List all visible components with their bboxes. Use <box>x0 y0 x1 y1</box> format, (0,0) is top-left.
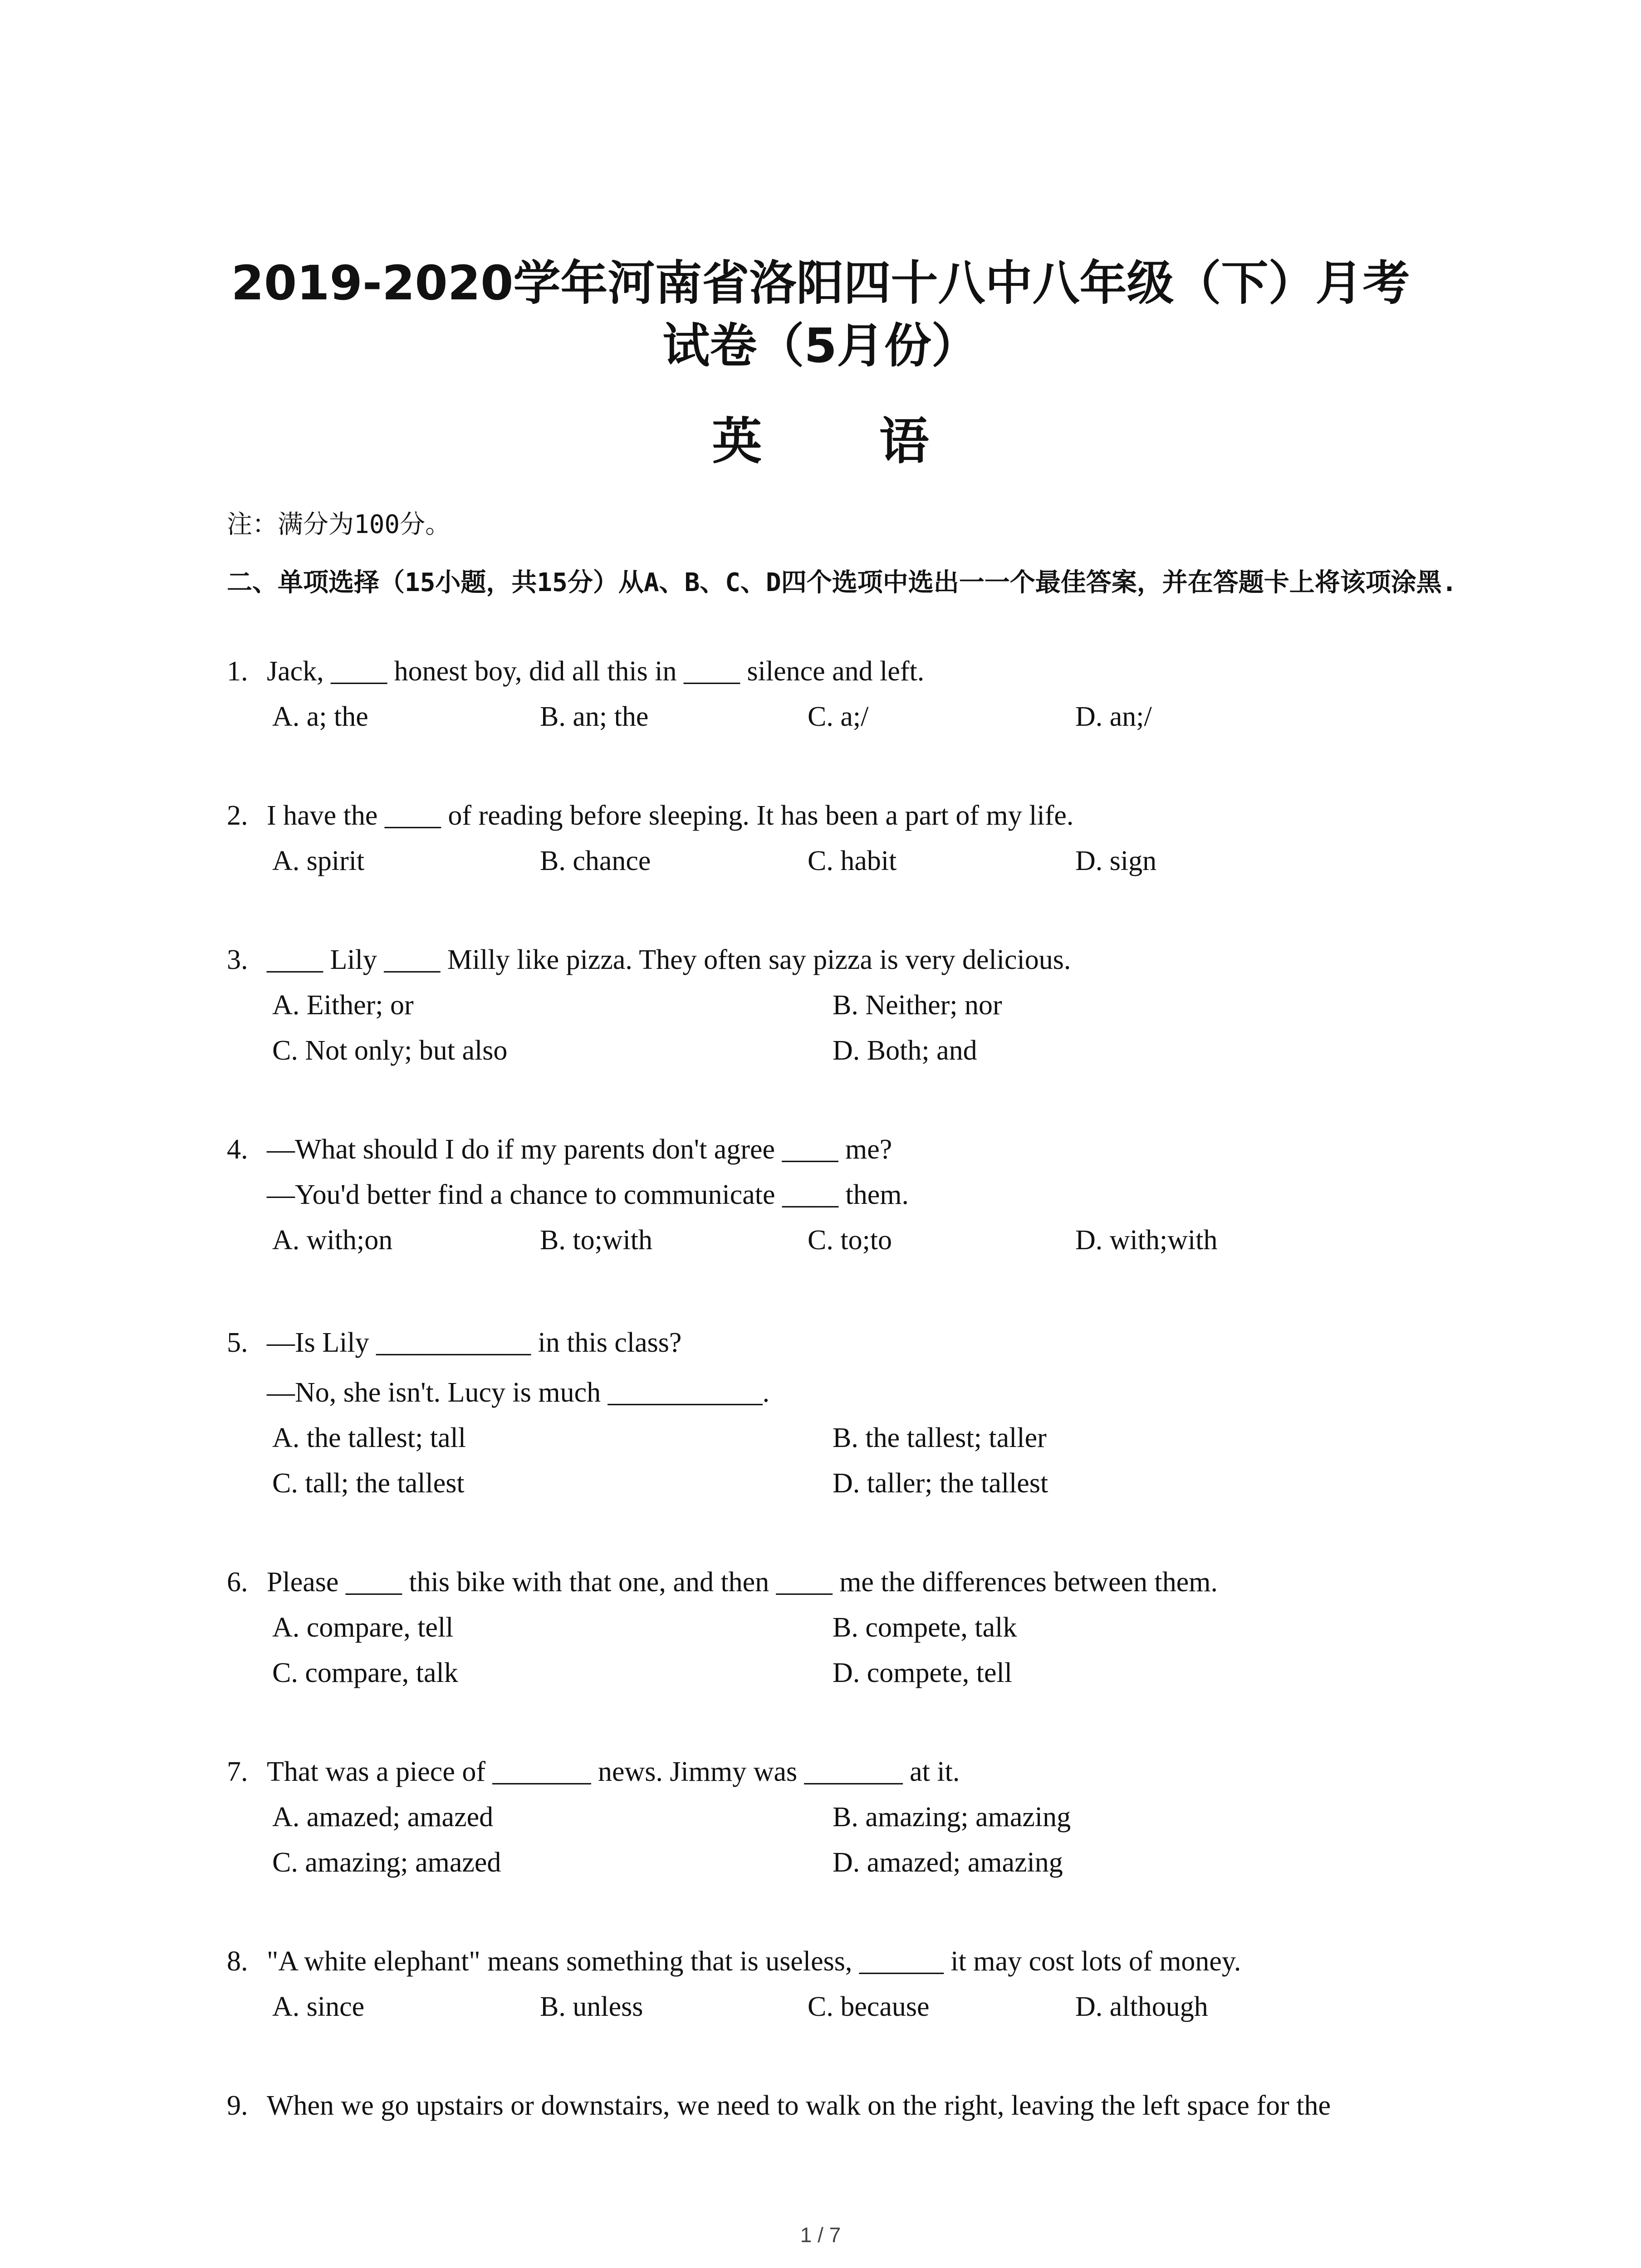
score-note: 注：满分为100分。 <box>227 510 451 539</box>
title-line-1: 2019-2020学年河南省洛阳四十八中八年级（下）月考 <box>231 255 1410 311</box>
option-c[interactable]: C. tall; the tallest <box>272 1468 465 1499</box>
question-text: —Is Lily ___________ in this class? <box>267 1327 682 1358</box>
question-number: 1. <box>227 656 248 687</box>
title-line-2: 试卷（5月份） <box>662 318 979 373</box>
option-a[interactable]: A. Either; or <box>272 990 414 1021</box>
option-a[interactable]: A. a; the <box>272 701 368 732</box>
section-heading: 二、单项选择（15小题，共15分）从A、B、C、D四个选项中选出一一个最佳答案，并在答题卡上将该项涂黑. <box>227 568 1457 597</box>
option-c[interactable]: C. amazing; amazed <box>272 1847 501 1878</box>
option-a[interactable]: A. compare, tell <box>272 1612 454 1643</box>
subject-heading: 英 语 <box>712 412 979 470</box>
question-5 <box>227 1327 681 1359</box>
option-d[interactable]: D. although <box>1075 1991 1208 2022</box>
page-number: 1 / 7 <box>800 2223 841 2247</box>
question-text: Please ____ this bike with that one, and then ____ me the differences between them. <box>267 1567 1218 1598</box>
page-title <box>0 252 1641 377</box>
question-7 <box>227 1756 960 1788</box>
option-b[interactable]: B. to;with <box>540 1225 653 1256</box>
option-b[interactable]: B. amazing; amazing <box>833 1802 1071 1833</box>
question-4-reply: —You'd better find a chance to communicate ____ them. <box>267 1179 909 1210</box>
question-number: 2. <box>227 800 248 831</box>
question-number: 6. <box>227 1567 248 1598</box>
option-c[interactable]: C. compare, talk <box>272 1657 458 1688</box>
question-text: I have the ____ of reading before sleeping. It has been a part of my life. <box>267 800 1074 831</box>
option-b[interactable]: B. Neither; nor <box>833 990 1002 1021</box>
option-d[interactable]: D. compete, tell <box>833 1657 1012 1688</box>
question-text: When we go upstairs or downstairs, we need to walk on the right, leaving the left space for the <box>267 2090 1331 2121</box>
question-text: "A white elephant" means something that is useless, ______ it may cost lots of money. <box>267 1946 1241 1977</box>
option-c[interactable]: C. Not only; but also <box>272 1035 508 1066</box>
option-b[interactable]: B. the tallest; taller <box>833 1422 1047 1453</box>
option-c[interactable]: C. because <box>808 1991 930 2022</box>
option-d[interactable]: D. sign <box>1075 846 1157 876</box>
question-1 <box>227 655 924 688</box>
question-number: 3. <box>227 944 248 975</box>
option-d[interactable]: D. amazed; amazing <box>833 1847 1063 1878</box>
option-b[interactable]: B. compete, talk <box>833 1612 1017 1643</box>
question-number: 8. <box>227 1946 248 1977</box>
option-b[interactable]: B. an; the <box>540 701 649 732</box>
question-text: —What should I do if my parents don't agree ____ me? <box>267 1134 892 1165</box>
question-9 <box>227 2090 1331 2122</box>
option-d[interactable]: D. an;/ <box>1075 701 1152 732</box>
option-b[interactable]: B. unless <box>540 1991 643 2022</box>
question-3 <box>227 944 1071 976</box>
question-5-reply: —No, she isn't. Lucy is much ___________. <box>267 1377 770 1408</box>
option-a[interactable]: A. the tallest; tall <box>272 1422 466 1453</box>
question-text: Jack, ____ honest boy, did all this in ____ silence and left. <box>267 656 925 687</box>
question-4 <box>227 1134 892 1166</box>
question-number: 5. <box>227 1327 248 1358</box>
question-number: 7. <box>227 1756 248 1787</box>
question-text: ____ Lily ____ Milly like pizza. They often say pizza is very delicious. <box>267 944 1071 975</box>
option-c[interactable]: C. a;/ <box>808 701 869 732</box>
option-b[interactable]: B. chance <box>540 846 651 876</box>
question-number: 9. <box>227 2090 248 2121</box>
option-c[interactable]: C. to;to <box>808 1225 892 1256</box>
option-d[interactable]: D. with;with <box>1075 1225 1218 1256</box>
question-2 <box>227 800 1073 832</box>
question-text: That was a piece of _______ news. Jimmy was _______ at it. <box>267 1756 960 1787</box>
option-d[interactable]: D. Both; and <box>833 1035 977 1066</box>
option-d[interactable]: D. taller; the tallest <box>833 1468 1048 1499</box>
option-a[interactable]: A. spirit <box>272 846 365 876</box>
option-c[interactable]: C. habit <box>808 846 897 876</box>
option-a[interactable]: A. amazed; amazed <box>272 1802 494 1833</box>
question-number: 4. <box>227 1134 248 1165</box>
option-a[interactable]: A. since <box>272 1991 365 2022</box>
question-8 <box>227 1945 1241 1978</box>
question-6 <box>227 1566 1218 1598</box>
option-a[interactable]: A. with;on <box>272 1225 393 1256</box>
